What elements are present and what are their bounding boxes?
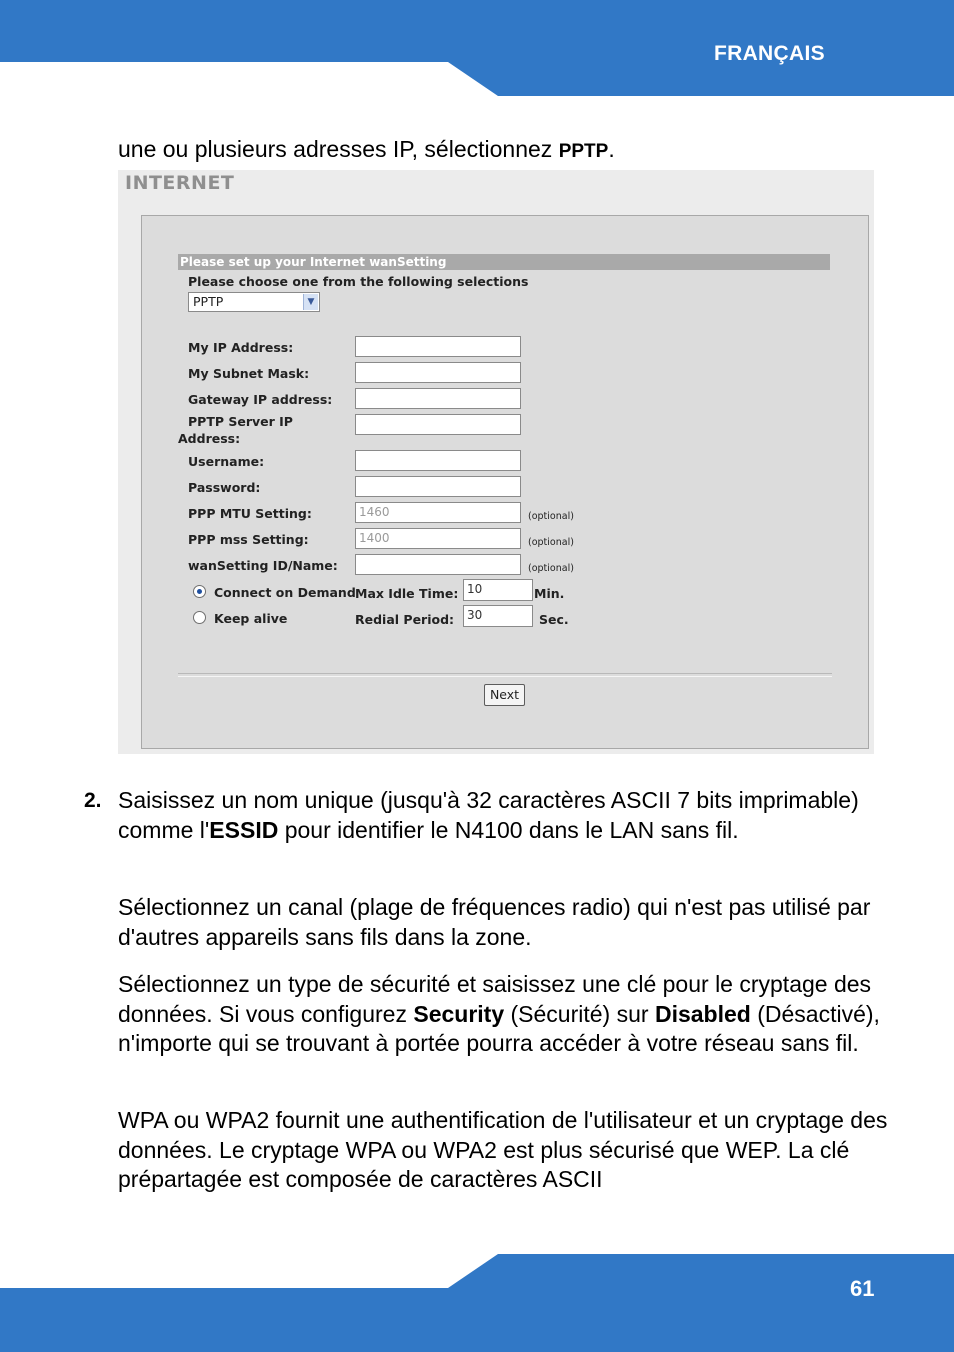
- intro-line: une ou plusieurs adresses IP, sélectionnez PPTP.: [118, 136, 615, 162]
- subnet-label: My Subnet Mask:: [188, 366, 310, 381]
- idle-time-label: Max Idle Time:: [355, 586, 459, 601]
- pptp-term: PPTP: [558, 141, 609, 162]
- next-button[interactable]: Next: [484, 684, 525, 706]
- mss-optional-note: (optional): [528, 537, 574, 548]
- gateway-input[interactable]: [355, 388, 521, 409]
- pptp-server-label: PPTP Server IP: [188, 414, 293, 429]
- keep-alive-label: Keep alive: [214, 611, 288, 626]
- username-label: Username:: [188, 454, 265, 469]
- divider: [178, 673, 832, 677]
- connection-type-select[interactable]: PPTP ▼: [188, 292, 320, 312]
- step-paragraph-4: WPA ou WPA2 fournit une authentification de l'utilisateur et un cryptage des données. Le cryptage WPA ou WPA2 est plus sécurisé que WEP. La clé prépartagée est composée de caractères ASCII: [118, 1107, 888, 1192]
- step-number: 2.: [84, 789, 102, 812]
- wan-name-input[interactable]: [355, 554, 521, 575]
- idle-time-input[interactable]: 10: [463, 579, 533, 601]
- mss-label: PPP mss Setting:: [188, 532, 309, 547]
- redial-unit-label: Sec.: [539, 612, 569, 627]
- screenshot-title: INTERNET: [125, 172, 235, 194]
- language-label: FRANÇAIS: [714, 42, 825, 65]
- mtu-input[interactable]: 1460: [355, 502, 521, 523]
- connect-on-demand-label: Connect on Demand: [214, 585, 356, 600]
- redial-period-input[interactable]: 30: [463, 605, 533, 627]
- disabled-term: Disabled: [654, 1000, 751, 1027]
- username-input[interactable]: [355, 450, 521, 471]
- wan-setting-panel: [141, 215, 869, 749]
- internet-setup-screenshot: [118, 170, 874, 754]
- pptp-server-label-2: Address:: [178, 431, 241, 446]
- keep-alive-radio[interactable]: [193, 611, 206, 624]
- chevron-down-icon[interactable]: ▼: [303, 294, 318, 310]
- wan-name-label: wanSetting ID/Name:: [188, 558, 338, 573]
- radio-selected-dot: [197, 589, 202, 594]
- subnet-input[interactable]: [355, 362, 521, 383]
- wan-name-optional-note: (optional): [528, 563, 574, 574]
- step-paragraph-3: Sélectionnez un type de sécurité et saisissez une clé pour le cryptage des données. Si vous configurez Security (Sécurité) sur Disabled (Désactivé), n'importe qui se trouvant à portée pourra accéder à votre réseau sans fil.: [118, 971, 880, 1056]
- my-ip-label: My IP Address:: [188, 340, 294, 355]
- idle-unit-label: Min.: [534, 586, 565, 601]
- password-input[interactable]: [355, 476, 521, 497]
- instruction-text: Please choose one from the following selections: [188, 274, 529, 289]
- mss-input[interactable]: 1400: [355, 528, 521, 549]
- pptp-server-input[interactable]: [355, 414, 521, 435]
- connect-on-demand-radio[interactable]: [193, 585, 206, 598]
- step-paragraph-1: Saisissez un nom unique (jusqu'à 32 caractères ASCII 7 bits imprimable) comme l'ESSID pour identifier le N4100 dans le LAN sans fil.: [118, 787, 859, 843]
- footer-band: [0, 1254, 954, 1352]
- essid-term: ESSID: [209, 816, 279, 843]
- mtu-optional-note: (optional): [528, 511, 574, 522]
- gateway-label: Gateway IP address:: [188, 392, 333, 407]
- dialog-heading: Please set up your Internet wanSetting: [178, 254, 830, 270]
- redial-period-label: Redial Period:: [355, 612, 455, 627]
- step-paragraph-2: Sélectionnez un canal (plage de fréquences radio) qui n'est pas utilisé par d'autres appareils sans fils dans la zone.: [118, 894, 871, 950]
- mtu-label: PPP MTU Setting:: [188, 506, 312, 521]
- security-term: Security: [413, 1000, 505, 1027]
- page-number: 61: [850, 1276, 875, 1301]
- my-ip-input[interactable]: [355, 336, 521, 357]
- password-label: Password:: [188, 480, 261, 495]
